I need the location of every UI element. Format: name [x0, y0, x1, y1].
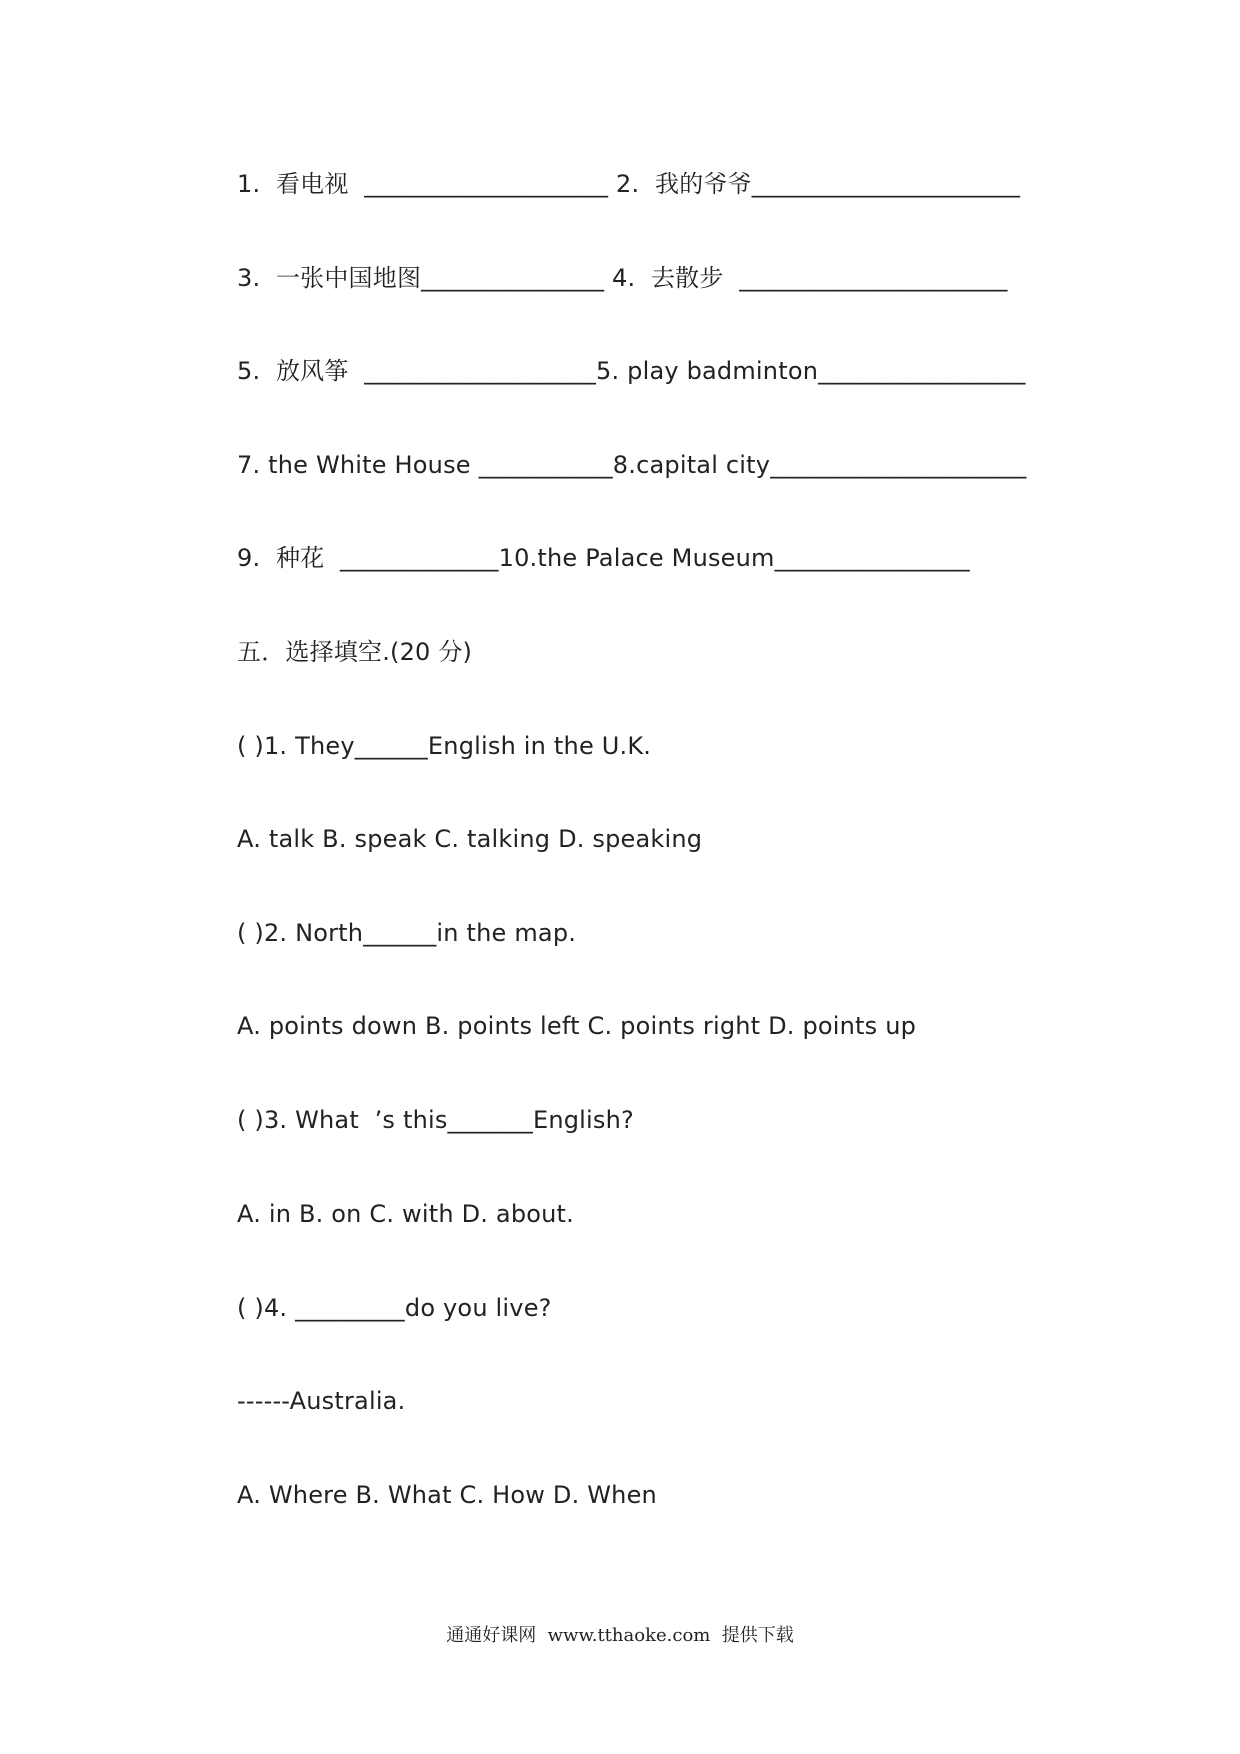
vocab-line-5-6: 5. 放风筝 ___________________5. play badminton_________________	[237, 357, 1026, 385]
question-3-options: A. in B. on C. with D. about.	[237, 1200, 574, 1228]
page-footer: 通通好课网 www.tthaoke.com 提供下载	[446, 1625, 794, 1646]
question-4: ( )4. _________do you live?	[237, 1294, 552, 1322]
vocab-line-7-8: 7. the White House ___________8.capital city_____________________	[237, 451, 1027, 479]
vocab-line-1-2: 1. 看电视 ____________________ 2. 我的爷爷______________________	[237, 170, 1021, 198]
question-3: ( )3. What ’s this_______English?	[237, 1106, 634, 1134]
question-1: ( )1. They______English in the U.K.	[237, 732, 652, 760]
vocab-line-3-4: 3. 一张中国地图_______________ 4. 去散步 ______________________	[237, 264, 1008, 292]
question-4-answer: ------Australia.	[237, 1387, 406, 1415]
question-2-options: A. points down B. points left C. points right D. points up	[237, 1012, 917, 1040]
question-2: ( )2. North______in the map.	[237, 919, 577, 947]
question-1-options: A. talk B. speak C. talking D. speaking	[237, 825, 703, 853]
question-4-options: A. Where B. What C. How D. When	[237, 1481, 657, 1509]
vocab-line-9-10: 9. 种花 _____________10.the Palace Museum________________	[237, 544, 970, 572]
section-heading: 五．选择填空.(20 分)	[237, 638, 473, 666]
